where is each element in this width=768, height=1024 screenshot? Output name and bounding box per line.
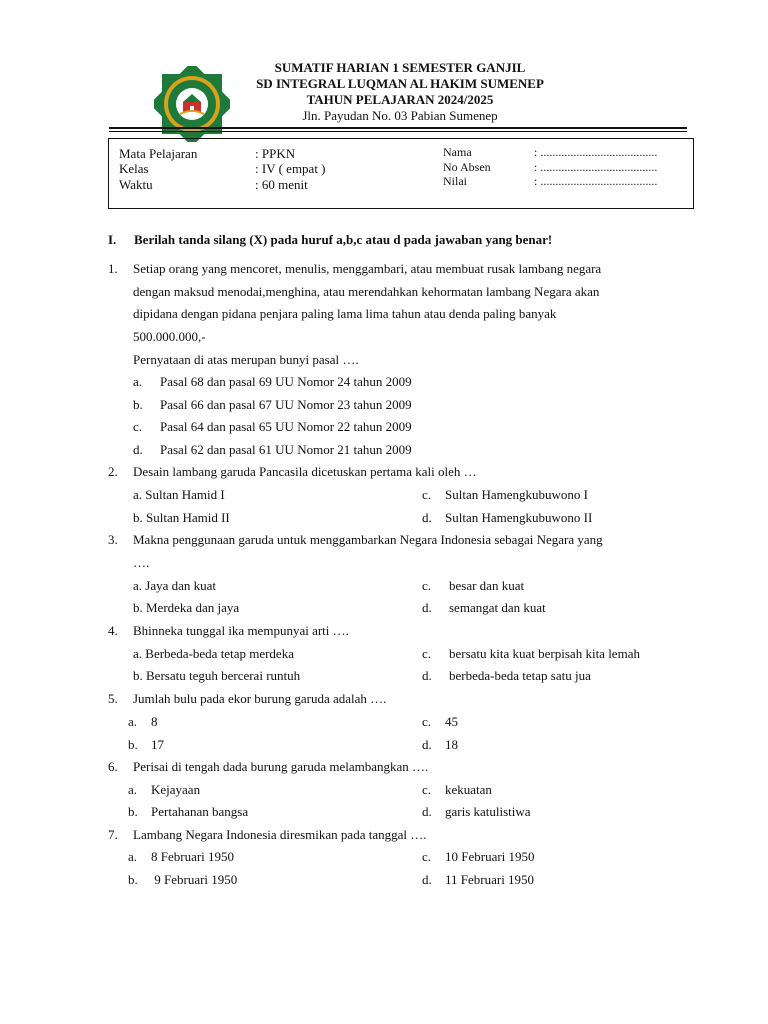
q1-option-a[interactable]: Pasal 68 dan pasal 69 UU Nomor 24 tahun 2009 bbox=[160, 374, 412, 389]
q5-option-a-letter: a. bbox=[128, 714, 138, 729]
q1-text-line5: Pernyataan di atas merupan bunyi pasal …. bbox=[133, 352, 359, 367]
q4-option-b[interactable]: b. Bersatu teguh bercerai runtuh bbox=[133, 668, 301, 683]
q1-text-line1: Setiap orang yang mencoret, menulis, menggambari, atau membuat rusak lambang negara bbox=[133, 261, 602, 276]
q2-option-d[interactable]: Sultan Hamengkubuwono II bbox=[445, 510, 593, 525]
q5-option-c[interactable]: 45 bbox=[445, 714, 458, 729]
info-absen: No Absen : ....................................... bbox=[443, 160, 658, 174]
q4-option-d-letter: d. bbox=[422, 668, 432, 683]
header-divider-thick bbox=[109, 127, 687, 129]
q1-text-line4: 500.000.000,- bbox=[133, 329, 206, 344]
q1-option-d-letter: d. bbox=[133, 442, 143, 457]
q3-text-line2: …. bbox=[133, 555, 150, 570]
q4-option-c[interactable]: bersatu kita kuat berpisah kita lemah bbox=[449, 646, 640, 661]
q5-option-c-letter: c. bbox=[422, 714, 432, 729]
q6-number: 6. bbox=[108, 759, 118, 774]
header-divider-thin bbox=[109, 131, 687, 132]
q5-option-a[interactable]: 8 bbox=[151, 714, 158, 729]
q2-number: 2. bbox=[108, 464, 118, 479]
q7-option-d-letter: d. bbox=[422, 872, 432, 887]
q7-option-b[interactable]: 9 Februari 1950 bbox=[151, 872, 238, 887]
q7-option-c-letter: c. bbox=[422, 849, 432, 864]
q6-option-c[interactable]: kekuatan bbox=[445, 782, 492, 797]
q3-option-c-letter: c. bbox=[422, 578, 432, 593]
q3-option-a[interactable]: a. Jaya dan kuat bbox=[133, 578, 217, 593]
q6-option-b-letter: b. bbox=[128, 804, 138, 819]
school-name: SD INTEGRAL LUQMAN AL HAKIM SUMENEP bbox=[256, 76, 544, 91]
q4-option-a[interactable]: a. Berbeda-beda tetap merdeka bbox=[133, 646, 294, 661]
q6-option-d[interactable]: garis katulistiwa bbox=[445, 804, 531, 819]
section-instruction: I. Berilah tanda silang (X) pada huruf a,b,c atau d pada jawaban yang benar! bbox=[108, 232, 553, 247]
q5-number: 5. bbox=[108, 691, 118, 706]
q7-option-a[interactable]: 8 Februari 1950 bbox=[151, 849, 235, 864]
q7-option-a-letter: a. bbox=[128, 849, 138, 864]
q5-option-d[interactable]: 18 bbox=[445, 737, 458, 752]
q2-option-c[interactable]: Sultan Hamengkubuwono I bbox=[445, 487, 588, 502]
info-nilai: Nilai : ....................................... bbox=[443, 174, 658, 188]
q1-option-b-letter: b. bbox=[133, 397, 143, 412]
q2-text: Desain lambang garuda Pancasila dicetuskan pertama kali oleh … bbox=[133, 464, 477, 479]
q6-option-b[interactable]: Pertahanan bangsa bbox=[151, 804, 249, 819]
info-waktu: Waktu : 60 menit bbox=[119, 177, 308, 192]
q3-option-b[interactable]: b. Merdeka dan jaya bbox=[133, 600, 240, 615]
q1-option-a-letter: a. bbox=[133, 374, 143, 389]
exam-header bbox=[220, 60, 580, 124]
info-mapel: Mata Pelajaran : PPKN bbox=[119, 146, 296, 161]
q7-option-d[interactable]: 11 Februari 1950 bbox=[445, 872, 535, 887]
q1-option-c-letter: c. bbox=[133, 419, 143, 434]
q3-text-line1: Makna penggunaan garuda untuk menggambarkan Negara Indonesia sebagai Negara yang bbox=[133, 532, 603, 547]
q7-text: Lambang Negara Indonesia diresmikan pada tanggal …. bbox=[133, 827, 427, 842]
q1-text-line3: dipidana dengan pidana penjara paling lama lima tahun atau denda paling banyak bbox=[133, 306, 557, 321]
q5-option-d-letter: d. bbox=[422, 737, 432, 752]
school-address: Jln. Payudan No. 03 Pabian Sumenep bbox=[302, 108, 498, 123]
q6-option-a[interactable]: Kejayaan bbox=[151, 782, 201, 797]
info-kelas: Kelas : IV ( empat ) bbox=[119, 161, 326, 176]
q6-text: Perisai di tengah dada burung garuda melambangkan …. bbox=[133, 759, 429, 774]
q6-option-d-letter: d. bbox=[422, 804, 432, 819]
q2-option-a[interactable]: a. Sultan Hamid I bbox=[133, 487, 225, 502]
q1-number: 1. bbox=[108, 261, 118, 276]
q5-text: Jumlah bulu pada ekor burung garuda adalah …. bbox=[133, 691, 387, 706]
q7-option-b-letter: b. bbox=[128, 872, 138, 887]
academic-year: TAHUN PELAJARAN 2024/2025 bbox=[306, 92, 494, 107]
q2-option-b[interactable]: b. Sultan Hamid II bbox=[133, 510, 230, 525]
q1-text-line2: dengan maksud menodai,menghina, atau merendahkan kehormatan lambang Negara akan bbox=[133, 284, 600, 299]
exam-title: SUMATIF HARIAN 1 SEMESTER GANJIL bbox=[274, 60, 526, 75]
q3-option-d-letter: d. bbox=[422, 600, 432, 615]
q5-option-b[interactable]: 17 bbox=[151, 737, 164, 752]
q3-option-c[interactable]: besar dan kuat bbox=[449, 578, 525, 593]
q4-number: 4. bbox=[108, 623, 118, 638]
q4-option-d[interactable]: berbeda-beda tetap satu jua bbox=[449, 668, 591, 683]
q6-option-a-letter: a. bbox=[128, 782, 138, 797]
info-nama: Nama : ....................................... bbox=[443, 145, 658, 159]
q1-option-b[interactable]: Pasal 66 dan pasal 67 UU Nomor 23 tahun 2009 bbox=[160, 397, 412, 412]
q4-text: Bhinneka tunggal ika mempunyai arti …. bbox=[133, 623, 349, 638]
q3-number: 3. bbox=[108, 532, 118, 547]
q5-option-b-letter: b. bbox=[128, 737, 138, 752]
q3-option-d[interactable]: semangat dan kuat bbox=[449, 600, 546, 615]
q2-option-d-letter: d. bbox=[422, 510, 432, 525]
q1-option-c[interactable]: Pasal 64 dan pasal 65 UU Nomor 22 tahun 2009 bbox=[160, 419, 412, 434]
q4-option-c-letter: c. bbox=[422, 646, 432, 661]
q1-option-d[interactable]: Pasal 62 dan pasal 61 UU Nomor 21 tahun 2009 bbox=[160, 442, 412, 457]
q2-option-c-letter: c. bbox=[422, 487, 432, 502]
q6-option-c-letter: c. bbox=[422, 782, 432, 797]
q7-number: 7. bbox=[108, 827, 118, 842]
q7-option-c[interactable]: 10 Februari 1950 bbox=[445, 849, 535, 864]
